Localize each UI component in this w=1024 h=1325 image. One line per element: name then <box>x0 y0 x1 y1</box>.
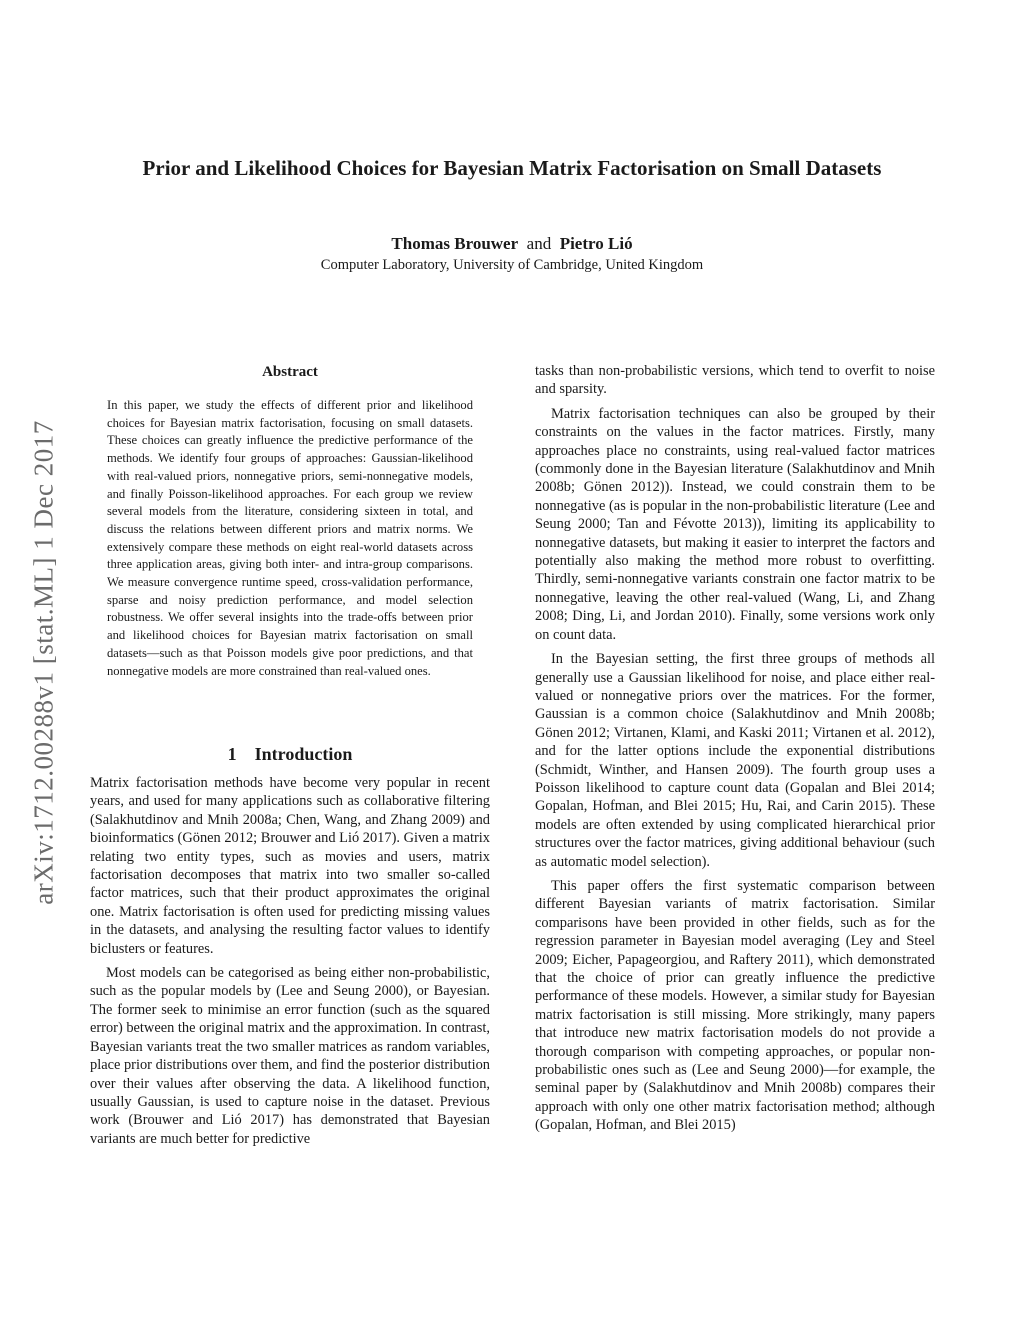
abstract-text: In this paper, we study the effects of different prior and likelihood choices for Bayesian matrix factorisation, focusing on small datasets. These choices can greatly influence the predictive performance of the methods. We identify four groups of approaches: Gaussian-likelihood with real-valued priors, nonnegative priors, semi-nonnegative models, and finally Poisson-likelihood approaches. For each group we review several models from the literature, considering sixteen in total, and discuss the relations between different priors and matrix norms. We extensively compare these methods on eight real-world datasets across three application areas, giving both inter- and intra-group comparisons. We measure convergence runtime speed, cross-validation performance, sparse and noisy prediction performance, and model selection robustness. We offer several insights into the trade-offs between prior and likelihood choices for Bayesian matrix factorisation on small datasets—such as that Poisson models give poor predictions, and that nonnegative models are more constrained than real-valued ones. <box>107 398 473 678</box>
paragraph: Matrix factorisation techniques can also be grouped by their constraints on the values in the factor matrices. Firstly, many approaches place no constraints, using real-valued factor matrices (commonly done in the Bayesian literature (Salakhutdinov and Mnih 2008b; Gönen 2012)). Instead, we could constrain them to be nonnegative (as is popular in the non-probabilistic literature (Lee and Seung 2000; Tan and Févotte 2013)), limiting its applicability to nonnegative datasets, but making it easier to interpret the factors and potentially also making the method more robust to overfitting. Thirdly, semi-nonnegative variants constrain one factor matrix to be nonnegative, leaving the other real-valued (Wang, Li, and Zhang 2008; Ding, Li, and Jordan 2010). Finally, some versions work only on count data. <box>535 405 935 643</box>
paragraph: tasks than non-probabilistic versions, which tend to overfit to noise and sparsity. <box>535 363 935 398</box>
section-heading <box>90 744 490 765</box>
left-column-body <box>90 774 490 1154</box>
paragraph: In the Bayesian setting, the first three groups of methods all generally use a Gaussian likelihood for noise, and place either real-valued or nonnegative priors over the matrices. For the former, Gaussian is a common choice (Salakhutdinov and Mnih 2008b; Gönen 2012; Virtanen, Klami, and Kaski 2011; Virtanen et al. 2012), and for the latter options include the exponential distributions (Schmidt, Winther, and Hansen 2009). The fourth group uses a Poisson likelihood to capture count data (Gopalan and Blei 2014; Gopalan, Hofman, and Blei 2015; Hu, Rai, and Carin 2015). These models are often extended by using complicated hierarchical prior structures over the factor matrices, giving additional behaviour (such as automatic model selection). <box>535 651 935 870</box>
author-name: Thomas Brouwer <box>391 234 519 253</box>
arxiv-stamp <box>30 352 58 972</box>
author-name: Pietro Lió <box>559 234 633 253</box>
paragraph: This paper offers the first systematic comparison between different Bayesian variants of matrix factorisation. Similar comparisons have been provided in other fields, such as for the regression parameter in Bayesian model averaging (Ley and Steel 2009; Eicher, Papageorgiou, and Raftery 2011), which demonstrated that the choice of prior can greatly influence the predictive performance of these models. However, a similar study for Bayesian matrix factorisation is still missing. More strikingly, many papers that introduce new matrix factorisation models do not provide a thorough comparison with competing approaches, or popular non-probabilistic ones such as (Lee and Seung 2000)—for example, the seminal paper by (Salakhutdinov and Mnih 2008b) compares their approach with only one other matrix factorisation method; although (Gopalan, Hofman, and Blei 2015) <box>535 877 935 1134</box>
author-connector: and <box>526 234 552 253</box>
affiliation: Computer Laboratory, University of Cambridge, United Kingdom <box>320 257 704 273</box>
paragraph: Matrix factorisation methods have become very popular in recent years, and used for many applications such as collaborative filtering (Salakhutdinov and Mnih 2008a; Chen, Wang, and Zhang 2009) and bioinformatics (Gönen 2012; Brouwer and Lió 2017). Given a matrix relating two entity types, such as movies and users, matrix factorisation decomposes that matrix into two smaller so-called factor matrices, such that their product approximates the original one. Matrix factorisation is often used for predicting missing values in the datasets, and analysing the resulting factor values to identify biclusters or features. <box>90 775 490 957</box>
paragraph: Most models can be categorised as being either non-probabilistic, such as the popular models by (Lee and Seung 2000), or Bayesian. The former seek to minimise an error function (such as the squared error) between the original matrix and the approximation. In contrast, Bayesian variants treat the two smaller matrices as random variables, place prior distributions over them, and find the posterior distribution over their values after observing the data. A likelihood function, usually Gaussian, is used to capture noise in the dataset. Previous work (Brouwer and Lió 2017) has demonstrated that Bayesian variants are much better for predictive <box>90 965 491 1147</box>
section-number: 1 <box>227 744 237 764</box>
author-line <box>0 234 1024 254</box>
paper-title: Prior and Likelihood Choices for Bayesian Matrix Factorisation on Small Datasets <box>142 156 882 180</box>
abstract-heading: Abstract <box>262 364 318 380</box>
arxiv-stamp-text: arXiv:1712.00288v1 [stat.ML] 1 Dec 2017 <box>28 419 59 905</box>
section-title: Introduction <box>254 744 353 764</box>
right-column-body <box>535 362 935 1141</box>
